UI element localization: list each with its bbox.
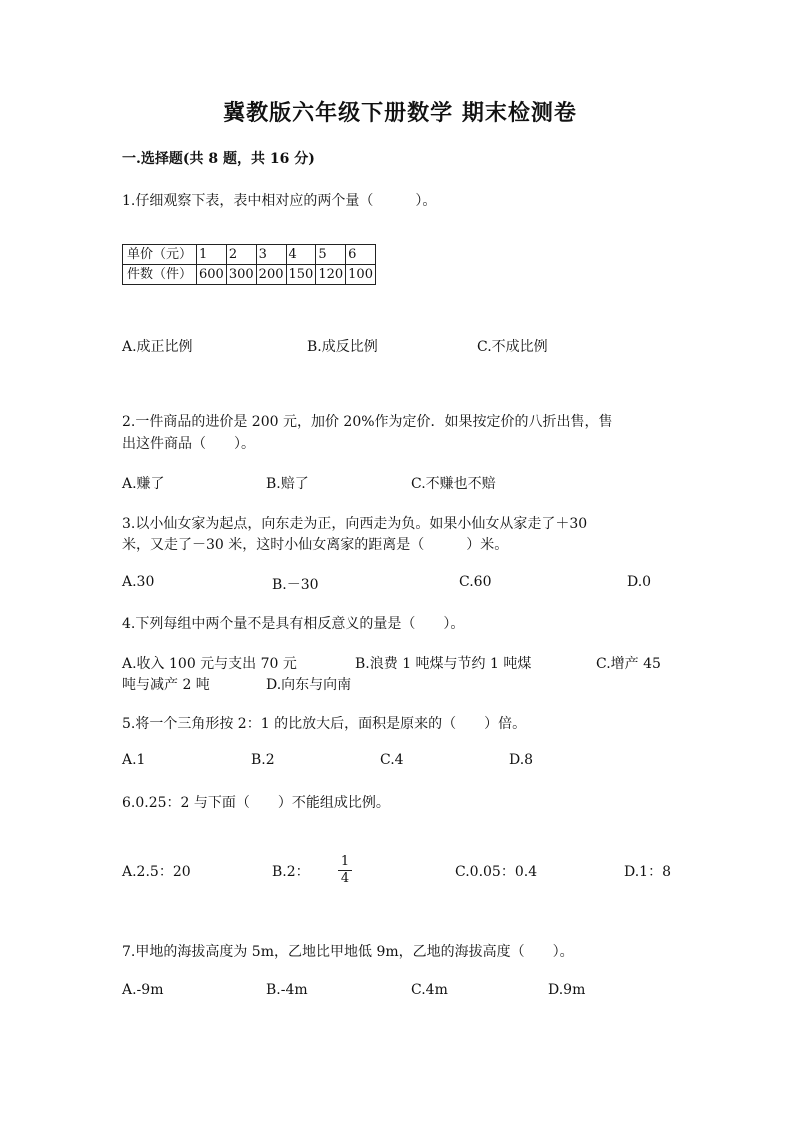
table-cell: 4 xyxy=(286,245,316,265)
question-5-option-c: C.4 xyxy=(380,752,404,768)
question-3-stem-line-2: 米，又走了－30 米，这时小仙女离家的距离是（ ）米。 xyxy=(122,537,509,553)
table-cell: 6 xyxy=(346,245,376,265)
question-7-option-b: B.-4m xyxy=(266,982,308,998)
question-6-option-b: B.2： xyxy=(272,864,310,880)
table-cell: 单价（元） xyxy=(123,245,197,265)
question-1-stem: 1.仔细观察下表，表中相对应的两个量（ ）。 xyxy=(122,193,437,209)
question-4-option-b: B.浪费 1 吨煤与节约 1 吨煤 xyxy=(355,656,532,672)
question-2-stem-line-1: 2.一件商品的进价是 200 元，加价 20%作为定价．如果按定价的八折出售，售 xyxy=(122,414,613,430)
question-1-option-b: B.成反比例 xyxy=(307,339,378,355)
table-cell: 120 xyxy=(316,265,346,285)
table-cell: 件数（件） xyxy=(123,265,197,285)
question-7-stem: 7.甲地的海拔高度为 5m，乙地比甲地低 9m，乙地的海拔高度（ ）。 xyxy=(122,944,574,960)
question-4-option-c-continued: 吨与减产 2 吨 xyxy=(122,677,210,693)
table-cell: 150 xyxy=(286,265,316,285)
table-cell: 5 xyxy=(316,245,346,265)
question-6-stem: 6.0.25：2 与下面（ ）不能组成比例。 xyxy=(122,795,390,811)
section-heading: 一.选择题(共 8 题，共 16 分) xyxy=(122,151,315,167)
question-6-option-d: D.1：8 xyxy=(624,864,671,880)
question-2-option-b: B.赔了 xyxy=(266,476,309,492)
table-cell: 100 xyxy=(346,265,376,285)
table-cell: 300 xyxy=(226,265,256,285)
question-6-option-c: C.0.05：0.4 xyxy=(455,864,538,880)
question-5-option-a: A.1 xyxy=(122,752,146,768)
page-title: 冀教版六年级下册数学 期末检测卷 xyxy=(223,100,577,126)
question-5-option-b: B.2 xyxy=(251,752,275,768)
table-row xyxy=(123,245,376,265)
table-row xyxy=(123,265,376,285)
question-7-option-c: C.4m xyxy=(411,982,448,998)
table-cell: 200 xyxy=(256,265,286,285)
question-7-option-a: A.-9m xyxy=(122,982,164,998)
question-2-option-c: C.不赚也不赔 xyxy=(411,476,496,492)
question-4-option-c: C.增产 45 xyxy=(596,656,661,672)
table-cell: 2 xyxy=(226,245,256,265)
question-5-stem: 5.将一个三角形按 2：1 的比放大后，面积是原来的（ ）倍。 xyxy=(122,716,527,732)
question-3-option-a: A.30 xyxy=(122,574,155,590)
question-3-option-c: C.60 xyxy=(459,574,492,590)
question-5-option-d: D.8 xyxy=(509,752,534,768)
question-7-option-d: D.9m xyxy=(548,982,586,998)
table-cell: 1 xyxy=(197,245,227,265)
fraction-one-quarter xyxy=(338,855,352,886)
price-quantity-table xyxy=(122,244,376,285)
question-1-option-a: A.成正比例 xyxy=(122,339,193,355)
question-2-stem-line-2: 出这件商品（ ）。 xyxy=(122,436,255,452)
question-6-option-a: A.2.5：20 xyxy=(122,864,191,880)
question-4-option-d: D.向东与向南 xyxy=(266,677,352,693)
table-cell: 3 xyxy=(256,245,286,265)
fraction-denominator: 4 xyxy=(340,871,350,886)
question-1-option-c: C.不成比例 xyxy=(477,339,548,355)
table-cell: 600 xyxy=(197,265,227,285)
question-4-option-a: A.收入 100 元与支出 70 元 xyxy=(122,656,297,672)
fraction-numerator: 1 xyxy=(340,854,350,869)
question-3-option-b: B.－30 xyxy=(272,577,319,593)
question-3-stem-line-1: 3.以小仙女家为起点，向东走为正，向西走为负。如果小仙女从家走了＋30 xyxy=(122,516,588,532)
question-4-stem: 4.下列每组中两个量不是具有相反意义的量是（ ）。 xyxy=(122,616,465,632)
question-2-option-a: A.赚了 xyxy=(122,476,165,492)
question-3-option-d: D.0 xyxy=(627,574,652,590)
